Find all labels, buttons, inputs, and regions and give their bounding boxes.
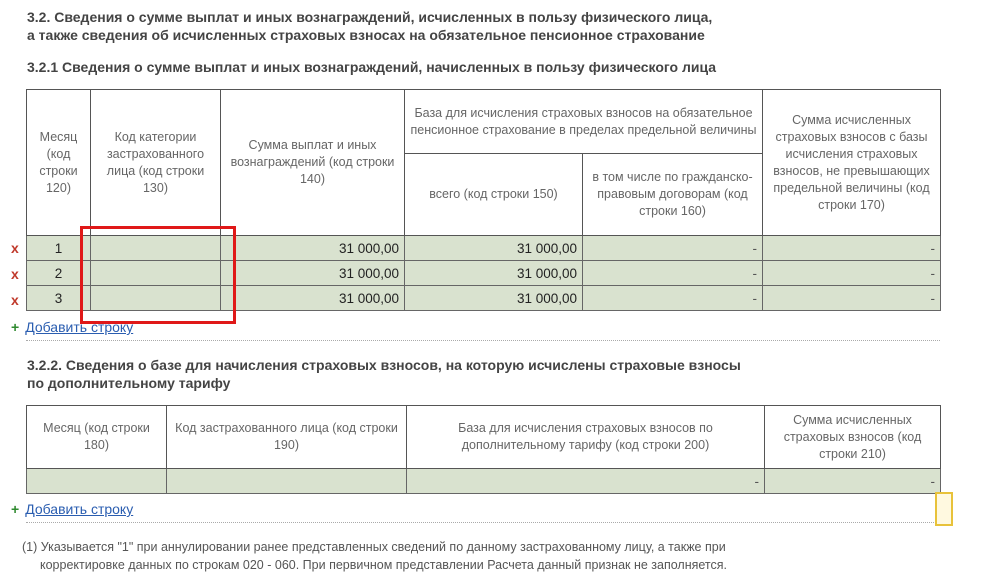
- base-civil-cell[interactable]: -: [583, 236, 763, 261]
- divider: [26, 522, 940, 523]
- section-3-2-2-heading: [27, 356, 967, 392]
- header-insured-code: Код застрахованного лица (код строки 190): [167, 406, 407, 469]
- payments-table-header-row1: [27, 90, 941, 154]
- payments-sum-cell[interactable]: 31 000,00: [221, 286, 405, 311]
- base-civil-cell[interactable]: -: [583, 261, 763, 286]
- additional-base-cell[interactable]: -: [407, 469, 765, 494]
- header-additional-base: База для исчисления страховых взносов по дополнительному тарифу (код строки 200): [407, 406, 765, 469]
- footnote: [22, 538, 962, 574]
- month-cell[interactable]: 1: [27, 236, 91, 261]
- contributions-cell[interactable]: -: [763, 236, 941, 261]
- header-category-code: Код категории застрахованного лица (код строки 130): [91, 90, 221, 236]
- header-base-group: База для исчисления страховых взносов на обязательное пенсионное страхование в пределах предельной величины: [405, 90, 763, 154]
- delete-row-icon[interactable]: x: [11, 240, 19, 256]
- add-row-link[interactable]: Добавить строку: [25, 319, 134, 335]
- contributions-cell[interactable]: -: [765, 469, 941, 494]
- header-month: Месяц (код строки 120): [27, 90, 91, 236]
- table-row: [27, 469, 941, 494]
- highlight-box: [935, 492, 953, 526]
- header-base-total: всего (код строки 150): [405, 154, 583, 236]
- delete-row-icon[interactable]: x: [11, 292, 19, 308]
- header-base-civil: в том числе по гражданско-правовым договорам (код строки 160): [583, 154, 763, 236]
- month-cell[interactable]: 2: [27, 261, 91, 286]
- additional-tariff-header-row: [27, 406, 941, 469]
- category-highlight-box: [80, 226, 236, 324]
- contributions-cell[interactable]: -: [763, 286, 941, 311]
- contributions-cell[interactable]: -: [763, 261, 941, 286]
- add-row-link[interactable]: Добавить строку: [25, 501, 134, 517]
- payments-sum-cell[interactable]: 31 000,00: [221, 236, 405, 261]
- footnote-line2: корректировке данных по строкам 020 - 060. При первичном представлении Расчета данный признак не заполняется.: [40, 558, 728, 572]
- section-3-2-2-heading-line1: 3.2.2. Сведения о базе для начисления страховых взносов, на которую исчислены страховые взносы: [27, 357, 741, 373]
- plus-icon: +: [11, 501, 20, 517]
- section-3-2-heading-line1: 3.2. Сведения о сумме выплат и иных вознаграждений, исчисленных в пользу физического лица,: [27, 9, 713, 25]
- insured-code-cell[interactable]: [167, 469, 407, 494]
- header-month: Месяц (код строки 180): [27, 406, 167, 469]
- add-row-button[interactable]: [11, 500, 133, 518]
- section-3-2-1-heading: 3.2.1 Сведения о сумме выплат и иных вознаграждений, начисленных в пользу физического лица: [27, 59, 717, 75]
- month-cell[interactable]: [27, 469, 167, 494]
- add-row-button[interactable]: [11, 318, 133, 336]
- section-3-2-heading-line2: а также сведения об исчисленных страховых взносах на обязательное пенсионное страхование: [27, 27, 705, 43]
- base-total-cell[interactable]: 31 000,00: [405, 286, 583, 311]
- month-cell[interactable]: 3: [27, 286, 91, 311]
- additional-tariff-table: [26, 405, 941, 494]
- header-contributions-sum: Сумма исчисленных страховых взносов (код строки 210): [765, 406, 941, 469]
- delete-row-icon[interactable]: x: [11, 266, 19, 282]
- header-payments-sum: Сумма выплат и иных вознаграждений (код строки 140): [221, 90, 405, 236]
- base-civil-cell[interactable]: -: [583, 286, 763, 311]
- header-contributions-sum: Сумма исчисленных страховых взносов с базы исчисления страховых взносов, не превышающих предельной величины (код строки 170): [763, 90, 941, 236]
- base-total-cell[interactable]: 31 000,00: [405, 236, 583, 261]
- base-total-cell[interactable]: 31 000,00: [405, 261, 583, 286]
- section-3-2-heading: [27, 8, 967, 44]
- section-3-2-2-heading-line2: по дополнительному тарифу: [27, 375, 231, 391]
- plus-icon: +: [11, 319, 20, 335]
- divider: [26, 340, 940, 341]
- payments-sum-cell[interactable]: 31 000,00: [221, 261, 405, 286]
- footnote-line1: (1) Указывается "1" при аннулировании ранее представленных сведений по данному застрахованному лицу, а также при: [22, 540, 726, 554]
